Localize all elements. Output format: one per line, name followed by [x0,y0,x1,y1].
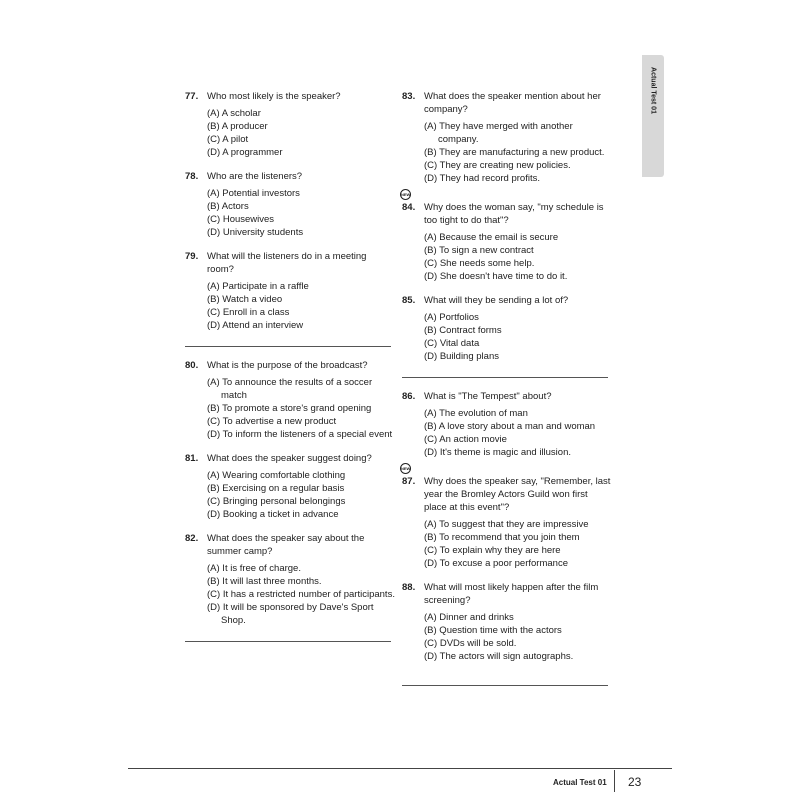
right-column [402,90,612,698]
answer-option: (A) Wearing comfortable clothing [207,470,346,481]
footer-label: Actual Test 01 [553,778,607,787]
answer-option: (B) To recommend that you join them [424,532,580,543]
question-number: 85. [402,295,416,306]
answer-option: (A) It is free of charge. [207,563,301,574]
answer-option: (B) They are manufacturing a new product. [424,147,605,158]
section-divider [185,346,391,347]
answer-option: (C) A pilot [207,134,249,145]
answer-option: (D) To inform the listeners of a special event [207,429,393,440]
question-text: Why does the woman say, "my schedule is too tight to do that"? [424,202,604,226]
answer-option: (C) Vital data [424,338,480,349]
answer-option: (A) They have merged with another company. [424,121,573,145]
answer-option: (A) To suggest that they are impressive [424,519,589,530]
answer-option: (D) They had record profits. [424,173,540,184]
answer-option: (B) Exercising on a regular basis [207,483,345,494]
answer-option: (D) Booking a ticket in advance [207,509,339,520]
question-number: 88. [402,582,416,593]
answer-option: (A) Portfolios [424,312,479,323]
answer-option: (B) To promote a store's grand opening [207,403,372,414]
answer-option: (A) Potential investors [207,188,300,199]
section-divider [402,377,608,378]
answer-option: (C) To explain why they are here [424,545,561,556]
answer-option: (A) Because the email is secure [424,232,559,243]
question-number: 86. [402,391,416,402]
answer-option: (D) University students [207,227,304,238]
left-column [185,90,395,654]
question-85 [402,294,612,363]
section-tab [642,55,664,177]
answer-option: (D) To excuse a poor performance [424,558,568,569]
answer-option: (C) An action movie [424,434,507,445]
answer-option: (C) It has a restricted number of participants. [207,589,395,600]
question-86 [402,390,612,459]
page-number: 23 [628,775,642,789]
answer-option: (C) DVDs will be sold. [424,638,517,649]
footer-divider [614,770,615,792]
question-number: 80. [185,360,199,371]
question-82 [185,532,395,627]
answer-option: (D) Attend an interview [207,320,304,331]
answer-option: (B) Actors [207,201,249,212]
question-81 [185,452,395,521]
question-77 [185,90,395,159]
answer-option: (B) Watch a video [207,294,283,305]
answer-option: (A) To announce the results of a soccer match [207,377,373,401]
question-number: 81. [185,453,199,464]
section-tab-label: Actual Test 01 [649,67,657,114]
question-text: What does the speaker mention about her company? [424,91,601,115]
question-text: What will most likely happen after the film screening? [424,582,599,606]
question-88 [402,581,612,663]
answer-option: (C) They are creating new policies. [424,160,571,171]
section-divider [185,641,391,642]
answer-option: (B) It will last three months. [207,576,322,587]
answer-option: (C) Enroll in a class [207,307,290,318]
question-number: 78. [185,171,199,182]
answer-option: (C) Bringing personal belongings [207,496,346,507]
answer-option: (A) Dinner and drinks [424,612,514,623]
question-87 [401,466,612,570]
answer-option: (D) It will be sponsored by Dave's Sport Shop. [207,602,374,626]
question-text: What does the speaker say about the summer camp? [207,533,365,557]
answer-option: (D) She doesn't have time to do it. [424,271,568,282]
question-number: 84. [402,202,416,213]
answer-option: (B) To sign a new contract [424,245,534,256]
question-number: 83. [402,91,416,102]
question-80 [185,359,395,441]
answer-option: (A) Participate in a raffle [207,281,309,292]
new-question-icon: NEW [400,189,411,200]
question-79 [185,250,395,332]
answer-option: (D) A programmer [207,147,283,158]
question-text: What will the listeners do in a meeting room? [207,251,367,275]
answer-option: (A) A scholar [207,108,261,119]
question-83 [402,90,612,185]
answer-option: (B) Question time with the actors [424,625,562,636]
answer-option: (C) She needs some help. [424,258,535,269]
question-number: 79. [185,251,199,262]
answer-option: (D) The actors will sign autographs. [424,651,574,662]
answer-option: (D) It's theme is magic and illusion. [424,447,572,458]
question-number: 77. [185,91,199,102]
answer-option: (C) To advertise a new product [207,416,337,427]
question-number: 82. [185,533,199,544]
question-text: What will they be sending a lot of? [424,295,569,306]
question-text: Who are the listeners? [207,171,303,182]
question-text: What is "The Tempest" about? [424,391,552,402]
question-text: What does the speaker suggest doing? [207,453,372,464]
question-text: Who most likely is the speaker? [207,91,341,102]
answer-option: (D) Building plans [424,351,499,362]
footer-rule [128,768,672,769]
section-divider [402,685,608,686]
answer-option: (B) A love story about a man and woman [424,421,596,432]
new-question-icon: NEW [400,463,411,474]
answer-option: (C) Housewives [207,214,275,225]
question-number: 87. [402,476,416,487]
question-78 [185,170,395,239]
answer-option: (A) The evolution of man [424,408,528,419]
question-text: Why does the speaker say, "Remember, last year the Bromley Actors Guild won first place at this event"? [424,476,611,513]
answer-option: (B) A producer [207,121,268,132]
question-84 [401,192,612,283]
question-text: What is the purpose of the broadcast? [207,360,368,371]
answer-option: (B) Contract forms [424,325,502,336]
